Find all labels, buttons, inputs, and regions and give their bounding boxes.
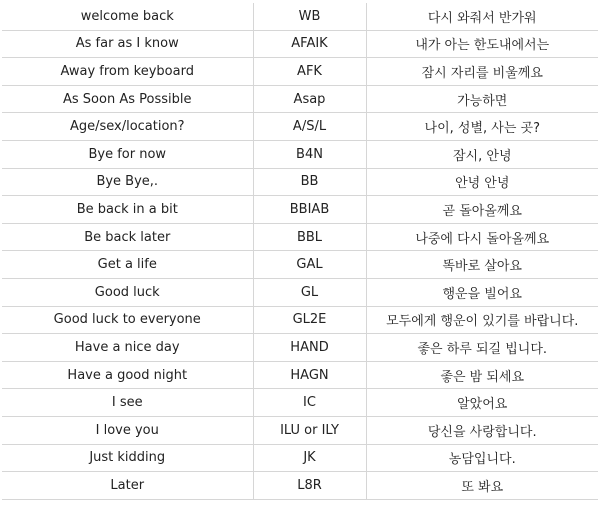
english-phrase-cell: As far as I know: [2, 30, 253, 58]
abbreviation-cell: L8R: [253, 472, 366, 500]
abbreviation-cell: JK: [253, 444, 366, 472]
abbreviation-cell: GL2E: [253, 306, 366, 334]
english-phrase-cell: Have a good night: [2, 361, 253, 389]
table-row: [2, 389, 598, 417]
english-phrase-cell: As Soon As Possible: [2, 85, 253, 113]
english-phrase-cell: I see: [2, 389, 253, 417]
korean-meaning-cell: 안녕 안녕: [366, 168, 598, 196]
table-row: [2, 113, 598, 141]
korean-meaning-cell: 모두에게 행운이 있기를 바랍니다.: [366, 306, 598, 334]
abbreviation-cell: BB: [253, 168, 366, 196]
korean-meaning-cell: 나이, 성별, 사는 곳?: [366, 113, 598, 141]
korean-meaning-cell: 다시 와줘서 반가워: [366, 3, 598, 30]
table-row: [2, 278, 598, 306]
abbreviation-cell: HAGN: [253, 361, 366, 389]
abbreviation-table: [2, 3, 598, 500]
korean-meaning-cell: 잠시, 안녕: [366, 140, 598, 168]
english-phrase-cell: Be back later: [2, 223, 253, 251]
korean-meaning-cell: 농담입니다.: [366, 444, 598, 472]
english-phrase-cell: Away from keyboard: [2, 58, 253, 86]
table-row: [2, 140, 598, 168]
english-phrase-cell: Get a life: [2, 251, 253, 279]
table-row: [2, 168, 598, 196]
abbreviation-cell: GAL: [253, 251, 366, 279]
korean-meaning-cell: 당신을 사랑합니다.: [366, 416, 598, 444]
abbreviation-cell: WB: [253, 3, 366, 30]
abbreviation-cell: BBL: [253, 223, 366, 251]
english-phrase-cell: Have a nice day: [2, 334, 253, 362]
english-phrase-cell: Good luck: [2, 278, 253, 306]
table-row: [2, 416, 598, 444]
korean-meaning-cell: 좋은 밤 되세요: [366, 361, 598, 389]
korean-meaning-cell: 좋은 하루 되길 빕니다.: [366, 334, 598, 362]
english-phrase-cell: Bye for now: [2, 140, 253, 168]
english-phrase-cell: Be back in a bit: [2, 196, 253, 224]
abbreviation-cell: BBIAB: [253, 196, 366, 224]
korean-meaning-cell: 가능하면: [366, 85, 598, 113]
korean-meaning-cell: 또 봐요: [366, 472, 598, 500]
korean-meaning-cell: 내가 아는 한도내에서는: [366, 30, 598, 58]
abbreviation-cell: IC: [253, 389, 366, 417]
korean-meaning-cell: 나중에 다시 돌아올께요: [366, 223, 598, 251]
table-row: [2, 472, 598, 500]
korean-meaning-cell: 행운을 빌어요: [366, 278, 598, 306]
abbreviation-cell: A/S/L: [253, 113, 366, 141]
table-row: [2, 444, 598, 472]
table-row: [2, 306, 598, 334]
table-row: [2, 196, 598, 224]
abbreviation-cell: AFK: [253, 58, 366, 86]
abbreviation-cell: HAND: [253, 334, 366, 362]
korean-meaning-cell: 곧 돌아올께요: [366, 196, 598, 224]
korean-meaning-cell: 잠시 자리를 비울께요: [366, 58, 598, 86]
english-phrase-cell: I love you: [2, 416, 253, 444]
english-phrase-cell: Age/sex/location?: [2, 113, 253, 141]
english-phrase-cell: welcome back: [2, 3, 253, 30]
abbreviation-cell: AFAIK: [253, 30, 366, 58]
table-row: [2, 361, 598, 389]
english-phrase-cell: Good luck to everyone: [2, 306, 253, 334]
abbreviation-cell: ILU or ILY: [253, 416, 366, 444]
korean-meaning-cell: 알았어요: [366, 389, 598, 417]
table-row: [2, 85, 598, 113]
english-phrase-cell: Bye Bye,.: [2, 168, 253, 196]
korean-meaning-cell: 똑바로 살아요: [366, 251, 598, 279]
abbreviation-cell: Asap: [253, 85, 366, 113]
table-row: [2, 58, 598, 86]
abbreviation-cell: GL: [253, 278, 366, 306]
english-phrase-cell: Just kidding: [2, 444, 253, 472]
abbreviation-cell: B4N: [253, 140, 366, 168]
table-row: [2, 251, 598, 279]
table-row: [2, 223, 598, 251]
english-phrase-cell: Later: [2, 472, 253, 500]
abbreviation-table-body: [2, 3, 598, 499]
table-row: [2, 3, 598, 30]
table-row: [2, 30, 598, 58]
table-row: [2, 334, 598, 362]
